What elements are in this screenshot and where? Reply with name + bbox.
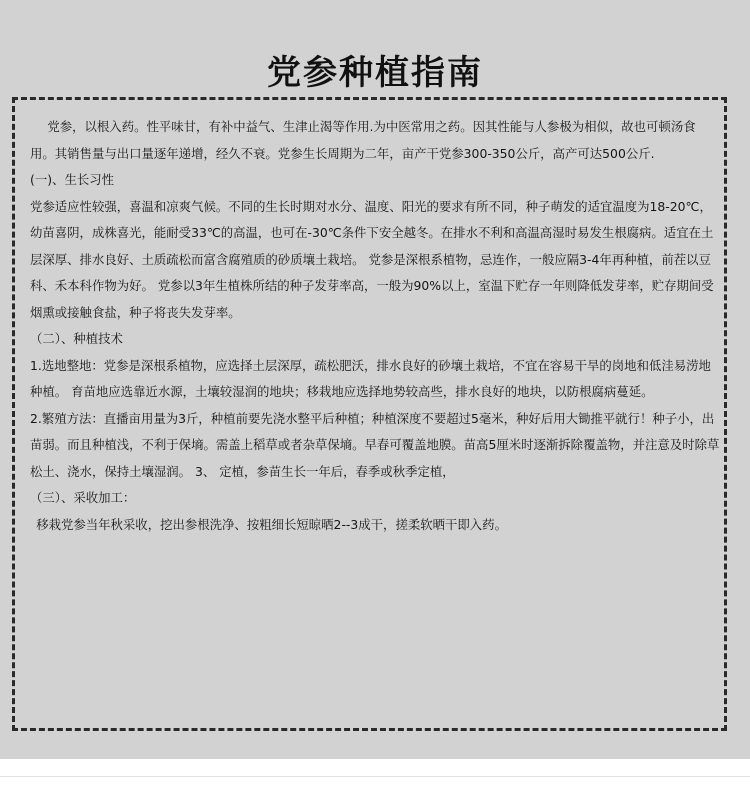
growth-heading: (一)、生长习性 (30, 172, 115, 187)
bottom-divider (0, 776, 750, 777)
harvest-paragraph: 移栽党参当年秋采收，挖出参根洗净、按粗细长短晾晒2--3成干，搓柔软晒干即入药。 (36, 516, 507, 532)
propagation-paragraph: 2.繁殖方法：直播亩用量为3斤，种植前要先浇水整平后种植；种植深度不要超过5毫米，种好后用大锄推平就行！种子小，出苗弱。而且种植浅，不利于保墒。需盖上稻草或者杂草保墒。早春可覆盖地膜。苗高5厘米时逐渐拆除覆盖物，并注意及时除草松土、浇水，保持土壤湿润。 3、 定植，参苗生长一年后，春季或秋季定植， (30, 410, 720, 479)
harvest-heading: （三）、采收加工： (30, 490, 136, 505)
site-selection-paragraph: 1.选地整地：党参是深根系植物，应选择土层深厚，疏松肥沃，排水良好的砂壤土栽培，不宜在容易干旱的岗地和低洼易涝地种植。 育苗地应选靠近水源，土壤较湿润的地块；移栽地应选择地势较高些，排水良好的地块，以防根腐病蔓延。 (30, 357, 711, 399)
technique-heading: （二）、种植技术 (30, 331, 123, 346)
page-title: 党参种植指南 (267, 52, 483, 93)
intro-paragraph: 党参，以根入药。性平味甘，有补中益气、生津止渴等作用.为中医常用之药。因其性能与人参极为相似，故也可顿汤食用。其销售量与出口量逐年递增，经久不衰。党参生长周期为二年，亩产干党参300-350公斤，高产可达500公斤. (30, 119, 696, 161)
growth-paragraph: 党参适应性较强，喜温和凉爽气候。不同的生长时期对水分、温度、阳光的要求有所不同，种子萌发的适宜温度为18-20℃，幼苗喜阴，成株喜光，能耐受33℃的高温，也可在-30℃条件下安全越冬。在排水不利和高温高湿时易发生根腐病。适宜在土层深厚、排水良好、土质疏松而富含腐殖质的砂质壤土栽培。 党参是深根系植物，忌连作，一般应隔3-4年再种植，前茬以豆科、禾本科作物为好。 党参以3年生植株所结的种子发芽率高，一般为90%以上，室温下贮存一年则降低发芽率，贮存期间受烟熏或接触食盐，种子将丧失发芽率。 (30, 198, 714, 320)
guide-content (30, 114, 720, 538)
